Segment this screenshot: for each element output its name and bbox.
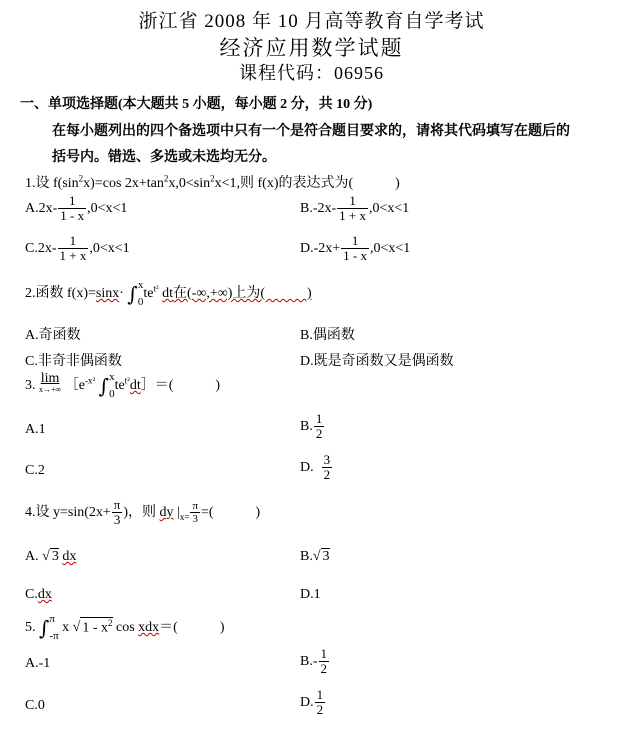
stem-part: x<1,则 f(x)的表达式为( ) <box>214 176 400 191</box>
question-1-stem: 1.设 $f(\sin^2x)=\cos$ $2x+\tan^2x,0<\sin^2x<1$,则 f(x)的表达式为( ) <box>25 173 400 191</box>
differential: dx <box>37 587 52 602</box>
exponent: -x² <box>84 375 96 386</box>
stem-part: )，则 <box>123 505 157 521</box>
integrand: te <box>143 286 154 302</box>
fraction: $\frac{1}{2}$ <box>320 646 327 677</box>
question-5-option-a: A.-1 <box>25 656 51 671</box>
radicand: $1 - x^2$ <box>82 617 113 636</box>
radicand: 3 <box>51 549 59 564</box>
integral-sign-icon: ∫ <box>98 374 110 398</box>
option-label: B. <box>300 549 313 564</box>
stem-part: 设 f(sin <box>35 176 79 191</box>
question-4-option-d: D.1 <box>300 587 321 602</box>
option-tail: ,0<x<1 <box>89 241 130 257</box>
differential: dx <box>62 549 77 564</box>
option-tail: ,0<x<1 <box>369 201 410 217</box>
fraction: $\frac{1}{1 + x}$ <box>59 233 87 264</box>
instruction-line-1: 在每小题列出的四个备选项中只有一个是符合题目要求的，请将其代码填写在题后的 <box>52 124 570 139</box>
question-2-option-d: D.既是奇函数又是偶函数 <box>300 354 454 369</box>
question-3-option-c: C.2 <box>25 463 45 478</box>
exam-subject: 经济应用数学试题 <box>219 36 404 60</box>
integral-lower: -π <box>49 630 59 642</box>
option-tail: ,0<x<1 <box>87 201 128 217</box>
question-2-option-c: C.非奇非偶函数 <box>25 354 122 369</box>
integral-lower: 0 <box>137 296 144 308</box>
exam-title: 浙江省 2008 年 10 月高等教育自学考试 <box>138 11 485 32</box>
course-code: 课程代码：06956 <box>239 63 384 83</box>
stem-part: 设 y=sin(2x+ <box>35 505 111 521</box>
integral-upper: x <box>137 279 144 291</box>
question-2-option-a: A.奇函数 <box>25 328 81 343</box>
question-number: 1. <box>25 176 36 191</box>
stem-part: ＝( ) <box>159 620 225 636</box>
option-label: B.-2x- <box>300 201 337 217</box>
question-number: 3. <box>25 378 36 394</box>
option-tail: ,0<x<1 <box>370 241 411 257</box>
option-label: D. <box>300 695 314 711</box>
bracket-open: ［e <box>64 378 85 394</box>
question-5-stem: 5. ∫ π -π x √ $1 - x^2$ cos xdx＝( ) <box>25 613 225 642</box>
differential: dy <box>159 505 174 521</box>
evaluation-point: x= <box>179 512 190 523</box>
option-label: A. <box>25 549 39 564</box>
limit: lim x→+∞ <box>39 371 62 394</box>
fraction: $\frac{1}{1 - x}$ <box>343 233 368 264</box>
integral-sign-icon: ∫ <box>39 616 50 640</box>
option-label: B. <box>300 419 313 435</box>
stem-part: =( ) <box>201 505 261 521</box>
integral-sign-icon: ∫ <box>127 282 138 306</box>
question-4-option-c <box>25 587 52 603</box>
question-5-option-d <box>300 688 326 718</box>
option-label: D.-2x+ <box>300 241 341 257</box>
fraction: $\frac{\pi}{3}$ <box>113 497 121 528</box>
evaluation-bar: | <box>177 505 180 521</box>
question-1-option-b <box>300 194 409 224</box>
stem-part: sinx <box>95 286 120 302</box>
fraction: $\frac{\pi}{3}$ <box>192 500 198 526</box>
question-4-stem <box>25 498 260 528</box>
section-heading: 一、单项选择题(本大题共 5 小题，每小题 2 分，共 10 分) <box>20 97 373 112</box>
stem-part: 函数 f(x)= <box>35 286 96 302</box>
fraction: $\frac{1}{2}$ <box>315 411 323 442</box>
question-3-option-d <box>300 453 333 483</box>
question-1-option-c <box>25 234 130 264</box>
instruction-line-2: 括号内。错选、多选或未选均无分。 <box>52 150 276 165</box>
question-number: 5. <box>25 620 36 636</box>
radicand: 3 <box>322 549 330 564</box>
integral-upper: π <box>49 613 55 625</box>
stem-part: 在(-∞,+∞)上为( ) <box>173 286 312 302</box>
fraction: $\frac{1}{2}$ <box>316 687 324 718</box>
question-4-option-a: A. √ 3 dx <box>25 549 77 564</box>
question-number: 4. <box>25 505 36 521</box>
integral-lower: 0 <box>109 388 115 400</box>
fraction: $\frac{3}{2}$ <box>323 452 331 483</box>
differential: dt <box>162 286 174 302</box>
question-3-option-a: A.1 <box>25 422 46 437</box>
differential: xdx <box>138 620 160 636</box>
question-5-option-c: C.0 <box>25 698 45 713</box>
exponent: t² <box>124 375 130 386</box>
option-label: A.2x- <box>25 201 58 217</box>
question-2-option-b: B.偶函数 <box>300 328 355 343</box>
differential: dt <box>129 378 141 394</box>
question-2-stem <box>25 280 312 308</box>
question-4-option-b: B.√ 3 <box>300 549 330 564</box>
integral-upper: x <box>109 371 115 383</box>
exponent: t² <box>153 283 159 294</box>
question-1-option-a <box>25 194 127 224</box>
option-label: C. <box>25 587 38 602</box>
cos: cos <box>116 620 135 636</box>
fraction: $\frac{1}{1 - x}$ <box>60 193 85 224</box>
stem-part: x,0<sin <box>168 176 211 191</box>
question-number: 2. <box>25 286 36 302</box>
question-3-option-b <box>300 412 325 442</box>
fraction: $\frac{1}{1 + x}$ <box>339 193 367 224</box>
question-5-option-b <box>300 647 330 677</box>
bracket-close: ］＝( ) <box>140 378 221 394</box>
option-label: C.2x- <box>25 241 57 257</box>
option-label: D. <box>300 460 314 476</box>
question-3-stem <box>25 372 220 400</box>
stem-part: · <box>119 286 124 302</box>
option-label: B.- <box>300 654 318 670</box>
question-1-option-d <box>300 234 410 264</box>
stem-part: x)=cos 2x+tan <box>83 176 164 191</box>
integrand: te <box>114 378 125 394</box>
factor: x <box>62 620 70 636</box>
